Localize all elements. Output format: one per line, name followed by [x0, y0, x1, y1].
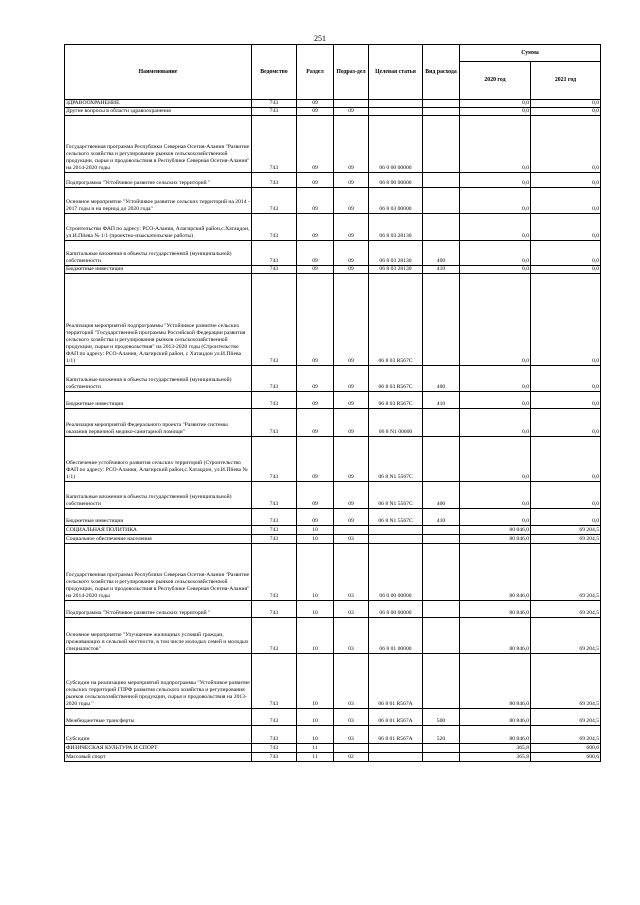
cell-y2: 0,0 — [531, 482, 601, 509]
cell-name: Бюджетные инвестиции — [65, 266, 252, 274]
cell-cs: 06 8 N1 5567C — [369, 509, 423, 526]
cell-cs — [369, 526, 423, 535]
cell-name: Социальное обеспечение населения — [65, 535, 252, 544]
cell-y1: 0,0 — [460, 116, 531, 173]
cell-pod: 09 — [334, 188, 369, 214]
cell-y1: 80 846,0 — [460, 654, 531, 709]
cell-y1: 0,0 — [460, 188, 531, 214]
cell-cs: 06 0 00 00000 — [369, 544, 423, 601]
table-row — [65, 409, 601, 437]
cell-pod: 03 — [334, 601, 369, 618]
cell-y2: 69 204,5 — [531, 601, 601, 618]
cell-pod: 09 — [334, 241, 369, 266]
cell-y2: 0,0 — [531, 100, 601, 108]
cell-y2: 0,0 — [531, 188, 601, 214]
cell-name: Межбюджетные трансферты — [65, 709, 252, 726]
header-name: Наименование — [65, 45, 252, 100]
cell-raz: 10 — [297, 526, 334, 535]
cell-pod: 03 — [334, 535, 369, 544]
cell-vr — [423, 744, 460, 753]
cell-cs: 06 8 N1 5567C — [369, 482, 423, 509]
cell-y1: 0,0 — [460, 241, 531, 266]
cell-vr: 500 — [423, 709, 460, 726]
cell-raz: 10 — [297, 618, 334, 654]
cell-y1: 80 846,0 — [460, 544, 531, 601]
cell-vr: 400 — [423, 241, 460, 266]
cell-vr: 410 — [423, 509, 460, 526]
cell-y1: 0,0 — [460, 392, 531, 409]
cell-cs: 06 8 03 R567C — [369, 366, 423, 392]
cell-pod: 03 — [334, 709, 369, 726]
cell-y2: 0,0 — [531, 366, 601, 392]
cell-cs — [369, 108, 423, 116]
table-row — [65, 366, 601, 392]
cell-name: Бюджетные инвестиции — [65, 509, 252, 526]
cell-name: Бюджетные инвестиции — [65, 392, 252, 409]
cell-ved: 743 — [252, 618, 297, 654]
cell-pod: 09 — [334, 108, 369, 116]
table-row — [65, 709, 601, 726]
cell-vr: 400 — [423, 482, 460, 509]
cell-raz: 09 — [297, 266, 334, 274]
cell-y2: 0,0 — [531, 266, 601, 274]
cell-ved: 743 — [252, 409, 297, 437]
cell-name: СОЦИАЛЬНАЯ ПОЛИТИКА — [65, 526, 252, 535]
cell-y2: 0,0 — [531, 214, 601, 241]
cell-cs: 06 8 01 R567A — [369, 654, 423, 709]
cell-name: Государственная программа Республики Северная Осетия-Алания "Развитие сельского хозяйства и регулирование рынков сельскохозяйственной продукции, сырья и продовольствия в Республике Северная Осетия-Алания" на 2014-2020 годы — [65, 116, 252, 173]
cell-y2: 69 204,5 — [531, 709, 601, 726]
cell-y1: 80 846,0 — [460, 526, 531, 535]
cell-y1: 0,0 — [460, 482, 531, 509]
cell-pod: 03 — [334, 654, 369, 709]
cell-ved: 743 — [252, 526, 297, 535]
cell-raz: 10 — [297, 654, 334, 709]
cell-vr — [423, 108, 460, 116]
cell-raz: 09 — [297, 214, 334, 241]
cell-vr — [423, 654, 460, 709]
table-row — [65, 618, 601, 654]
cell-raz: 10 — [297, 726, 334, 744]
cell-ved: 743 — [252, 654, 297, 709]
cell-ved: 743 — [252, 274, 297, 366]
cell-cs: 06 8 00 00000 — [369, 173, 423, 188]
cell-y2: 0,0 — [531, 392, 601, 409]
cell-y2: 0,0 — [531, 116, 601, 173]
cell-cs — [369, 744, 423, 753]
cell-y1: 0,0 — [460, 266, 531, 274]
cell-vr — [423, 173, 460, 188]
cell-name: Другие вопросы в области здравоохранения — [65, 108, 252, 116]
cell-cs: 06 8 03 28130 — [369, 241, 423, 266]
cell-y1: 80 846,0 — [460, 535, 531, 544]
cell-pod: 02 — [334, 753, 369, 762]
header-vid: Вид расхода — [423, 45, 460, 100]
cell-name: Капитальные вложения в объекты государственной (муниципальной) собственности — [65, 366, 252, 392]
cell-ved: 743 — [252, 173, 297, 188]
cell-raz: 10 — [297, 601, 334, 618]
cell-name: Строительство ФАП по адресу: РСО-Алания, Алагирский район,с.Хатацдон, ул.И.Пliева № 1/1 (проектно-изыскательские работы) — [65, 214, 252, 241]
cell-y2: 69 204,5 — [531, 544, 601, 601]
cell-cs — [369, 535, 423, 544]
cell-ved: 743 — [252, 266, 297, 274]
cell-vr — [423, 544, 460, 601]
cell-y1: 80 846,0 — [460, 709, 531, 726]
cell-cs: 06 8 00 00000 — [369, 601, 423, 618]
cell-ved: 743 — [252, 535, 297, 544]
cell-raz: 09 — [297, 173, 334, 188]
cell-y2: 69 204,5 — [531, 535, 601, 544]
cell-ved: 743 — [252, 601, 297, 618]
cell-y2: 69 204,5 — [531, 618, 601, 654]
cell-pod: 09 — [334, 392, 369, 409]
cell-y2: 69 204,5 — [531, 526, 601, 535]
cell-name: Обеспечение устойчивого развития сельских территорий (Строительство ФАП по адресу: РСО-Алания, Алагирский район,с.Хатацдон, ул.И.Пliева № 1/1) — [65, 437, 252, 482]
cell-raz: 10 — [297, 709, 334, 726]
cell-ved: 743 — [252, 241, 297, 266]
cell-ved: 743 — [252, 392, 297, 409]
cell-pod: 03 — [334, 544, 369, 601]
cell-name: ЗДРАВООХРАНЕНИЕ — [65, 100, 252, 108]
cell-pod: 09 — [334, 173, 369, 188]
cell-vr — [423, 437, 460, 482]
cell-raz: 10 — [297, 544, 334, 601]
cell-ved: 743 — [252, 544, 297, 601]
cell-vr — [423, 535, 460, 544]
table-row — [65, 744, 601, 753]
cell-pod: 09 — [334, 266, 369, 274]
table-row — [65, 509, 601, 526]
cell-y2: 0,0 — [531, 241, 601, 266]
cell-cs: 06 8 01 00000 — [369, 618, 423, 654]
cell-vr: 520 — [423, 726, 460, 744]
table-row — [65, 173, 601, 188]
cell-vr: 400 — [423, 366, 460, 392]
table-row — [65, 266, 601, 274]
cell-ved: 743 — [252, 509, 297, 526]
cell-name: Реализация мероприятий подпрограммы "Устойчивое развитие сельских территорий "Государственной программы Российской Федерации развития сельского хозяйства и регулирования рынков сельскохозяйственной продукции, сырья и продовольствия" на 2013-2020 годы (Строительство ФАП по адресу: РСО-Алания, Алагирский район, с Хатацдон ул.И.Пliева 1/1) — [65, 274, 252, 366]
cell-pod: 09 — [334, 437, 369, 482]
cell-y1: 80 846,0 — [460, 601, 531, 618]
cell-ved: 743 — [252, 116, 297, 173]
cell-name: Реализация мероприятий Федерального проекта "Развитие системы оказания первичной медико-санитарной помощи" — [65, 409, 252, 437]
cell-raz: 09 — [297, 509, 334, 526]
cell-y1: 80 846,0 — [460, 726, 531, 744]
table-row — [65, 437, 601, 482]
header-2020: 2020 год — [460, 62, 531, 100]
cell-y1: 365,8 — [460, 753, 531, 762]
cell-cs: 06 8 03 28130 — [369, 214, 423, 241]
cell-ved: 743 — [252, 726, 297, 744]
cell-y2: 0,0 — [531, 173, 601, 188]
cell-y2: 0,0 — [531, 274, 601, 366]
cell-name: Государственная программа Республики Северная Осетия-Алания "Развитие сельского хозяйства и регулирование рынков сельскохозяйственной продукции, сырья и продовольствия в Республике Северная Осетия-Алания" на 2014-2020 годы — [65, 544, 252, 601]
cell-ved: 743 — [252, 709, 297, 726]
table-row — [65, 214, 601, 241]
table-row — [65, 241, 601, 266]
cell-raz: 09 — [297, 366, 334, 392]
cell-name: Подпрограмма "Устойчивое развитие сельских территорий " — [65, 173, 252, 188]
cell-y1: 365,8 — [460, 744, 531, 753]
cell-y2: 69 204,5 — [531, 726, 601, 744]
header-razdel: Раздел — [297, 45, 334, 100]
cell-cs — [369, 753, 423, 762]
cell-raz: 09 — [297, 274, 334, 366]
cell-name: Субсидии на реализацию мероприятий подпрограммы "Устойчивое развитие сельских территорий ГПРФ развития сельского хозяйства и регулирования рынков сельскохозяйственной продукции, сырья и продовольствия на 2013-2020 годы " — [65, 654, 252, 709]
table-row — [65, 116, 601, 173]
cell-y1: 0,0 — [460, 409, 531, 437]
cell-pod: 09 — [334, 509, 369, 526]
cell-vr: 410 — [423, 266, 460, 274]
cell-raz: 09 — [297, 241, 334, 266]
cell-ved: 743 — [252, 214, 297, 241]
table-row — [65, 108, 601, 116]
cell-name: Субсидии — [65, 726, 252, 744]
cell-raz: 09 — [297, 116, 334, 173]
cell-pod: 03 — [334, 726, 369, 744]
cell-y1: 0,0 — [460, 509, 531, 526]
cell-name: Капитальные вложения в объекты государственной (муниципальной) собственности — [65, 482, 252, 509]
cell-y2: 0,0 — [531, 108, 601, 116]
table-row — [65, 100, 601, 108]
cell-ved: 743 — [252, 744, 297, 753]
cell-vr — [423, 601, 460, 618]
budget-table — [64, 44, 601, 762]
cell-y1: 0,0 — [460, 108, 531, 116]
cell-pod: 09 — [334, 409, 369, 437]
cell-pod: 09 — [334, 482, 369, 509]
cell-pod — [334, 526, 369, 535]
cell-pod — [334, 100, 369, 108]
cell-y1: 0,0 — [460, 366, 531, 392]
header-summa: Сумма — [460, 45, 601, 62]
cell-ved: 743 — [252, 108, 297, 116]
cell-ved: 743 — [252, 100, 297, 108]
cell-cs: 06 8 03 28130 — [369, 266, 423, 274]
cell-ved: 743 — [252, 437, 297, 482]
cell-y2: 600,6 — [531, 744, 601, 753]
cell-name: Капитальные вложения в объекты государственной (муниципальной) собственности — [65, 241, 252, 266]
cell-name: Основное мероприятие "Устойчивое развитие сельских территорий на 2014 - 2017 годы и на период до 2020 года" — [65, 188, 252, 214]
cell-raz: 09 — [297, 108, 334, 116]
table-body — [65, 100, 601, 762]
table-row — [65, 654, 601, 709]
table-row — [65, 753, 601, 762]
table-row — [65, 482, 601, 509]
cell-vr — [423, 188, 460, 214]
cell-ved: 743 — [252, 753, 297, 762]
header-2021: 2021 год — [531, 62, 601, 100]
cell-pod: 03 — [334, 618, 369, 654]
table-row — [65, 526, 601, 535]
header-celevaya: Целевая статья — [369, 45, 423, 100]
table-row — [65, 535, 601, 544]
cell-ved: 743 — [252, 366, 297, 392]
cell-cs: 06 8 01 R567A — [369, 709, 423, 726]
page-number: 251 — [314, 34, 326, 43]
cell-cs: 06 8 03 R567C — [369, 392, 423, 409]
cell-cs: 06 8 03 00000 — [369, 188, 423, 214]
cell-y2: 0,0 — [531, 409, 601, 437]
cell-y2: 69 204,5 — [531, 654, 601, 709]
cell-pod: 09 — [334, 214, 369, 241]
cell-vr — [423, 753, 460, 762]
header-vedomstvo: Ведомство — [252, 45, 297, 100]
cell-raz: 09 — [297, 392, 334, 409]
cell-cs: 06 8 03 R567C — [369, 274, 423, 366]
header-podrazdel: Подраз-дел — [334, 45, 369, 100]
table-row — [65, 544, 601, 601]
cell-raz: 09 — [297, 482, 334, 509]
cell-vr — [423, 100, 460, 108]
table-row — [65, 274, 601, 366]
cell-cs: 06 8 N1 00000 — [369, 409, 423, 437]
cell-name: Подпрограмма "Устойчивое развитие сельских территорий " — [65, 601, 252, 618]
table-row — [65, 188, 601, 214]
cell-vr: 410 — [423, 392, 460, 409]
cell-y2: 0,0 — [531, 437, 601, 482]
cell-name: Массовый спорт — [65, 753, 252, 762]
cell-cs: 06 8 N1 5567C — [369, 437, 423, 482]
cell-raz: 09 — [297, 409, 334, 437]
cell-vr — [423, 116, 460, 173]
cell-raz: 11 — [297, 744, 334, 753]
cell-y2: 600,6 — [531, 753, 601, 762]
cell-cs: 06 0 00 00000 — [369, 116, 423, 173]
cell-y1: 0,0 — [460, 100, 531, 108]
cell-name: ФИЗИЧЕСКАЯ КУЛЬТУРА И СПОРТ — [65, 744, 252, 753]
cell-raz: 11 — [297, 753, 334, 762]
cell-name: Основное мероприятие "Улучшение жилищных условий граждан, проживающих в сельской местности, в том числе молодых семей и молодых специалистов" — [65, 618, 252, 654]
cell-raz: 09 — [297, 100, 334, 108]
table-row — [65, 392, 601, 409]
cell-y1: 0,0 — [460, 214, 531, 241]
cell-y1: 0,0 — [460, 274, 531, 366]
cell-ved: 743 — [252, 482, 297, 509]
cell-raz: 10 — [297, 535, 334, 544]
cell-ved: 743 — [252, 188, 297, 214]
cell-raz: 09 — [297, 437, 334, 482]
cell-y1: 80 846,0 — [460, 618, 531, 654]
cell-raz: 09 — [297, 188, 334, 214]
cell-pod: 09 — [334, 366, 369, 392]
cell-y2: 0,0 — [531, 509, 601, 526]
cell-y1: 0,0 — [460, 437, 531, 482]
cell-vr — [423, 214, 460, 241]
cell-pod: 09 — [334, 116, 369, 173]
cell-pod — [334, 744, 369, 753]
cell-vr — [423, 274, 460, 366]
cell-y1: 0,0 — [460, 173, 531, 188]
cell-pod: 09 — [334, 274, 369, 366]
cell-cs: 06 8 01 R567A — [369, 726, 423, 744]
cell-vr — [423, 618, 460, 654]
table-row — [65, 601, 601, 618]
table-row — [65, 726, 601, 744]
cell-cs — [369, 100, 423, 108]
cell-vr — [423, 409, 460, 437]
cell-vr — [423, 526, 460, 535]
